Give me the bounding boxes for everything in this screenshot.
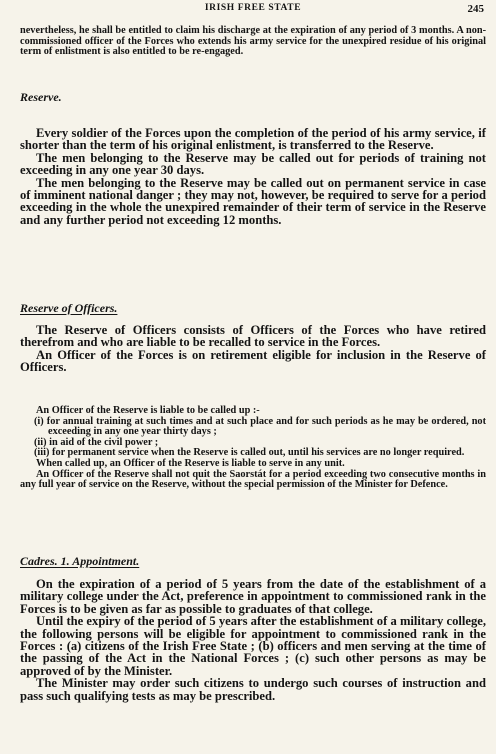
intro-paragraph: nevertheless, he shall be entitled to claim his discharge at the expiration of any period of 3 months. A non-commissioned officer of the Forces who extends his army service for the unexpired residue of his original term of enlistment is also entitled to be re-engaged.	[20, 25, 486, 58]
liability-list	[34, 417, 486, 459]
reserve-section	[20, 91, 486, 104]
reserve-of-officers-paragraph: An Officer of the Forces is on retirement eligible for inclusion in the Reserve of Officers.	[20, 347, 486, 375]
reserve-of-officers-text	[20, 324, 486, 374]
page-header	[18, 3, 488, 19]
cadres-paragraph: The Minister may order such citizens to undergo such courses of instruction and pass such qualifying tests as may be prescribed.	[20, 676, 486, 703]
liability-intro: An Officer of the Reserve is liable to be called up :-	[36, 405, 260, 416]
reserve-paragraph: The men belonging to the Reserve may be called out on permanent service in case of imminent national danger ; they may not, however, be required to serve for a period exceeding in the whole the unexpired remainder of their term of service in the Reserve and any further period not exceeding 12 months.	[20, 175, 486, 227]
liability-item: (i) for annual training at such times and at such place and for such periods as he may be ordered, not exceeding in any one year thirty days ;	[34, 415, 486, 438]
officer-liability	[20, 406, 486, 491]
reserve-paragraph: Every soldier of the Forces upon the completion of the period of his army service, if shorter than the term of his original enlistment, is transferred to the Reserve.	[20, 126, 486, 153]
page-number: 245	[467, 3, 484, 15]
reserve-paragraph: The men belonging to the Reserve may be called out for periods of training not exceeding in any one year 30 days.	[20, 150, 486, 178]
section-heading-cadres: Cadres. 1. Appointment.	[20, 554, 140, 568]
section-heading-reserve-of-officers: Reserve of Officers.	[20, 301, 118, 315]
liability-item: (ii) in aid of the civil power ;	[34, 436, 159, 448]
officer-paragraph: An Officer of the Reserve shall not quit the Saorstát for a period exceeding two consecutive months in any full year of service on the Reserve, without the special permission of the Minister for Defence.	[20, 468, 486, 491]
running-title: IRISH FREE STATE	[204, 3, 302, 13]
cadres-paragraph: Until the expiry of the period of 5 years after the establishment of a military college, the following persons will be eligible for appointment to commissioned rank in the Forces : (a) citizens of the Irish Free State ; (b) officers and men serving at the time of the passing of the Act in the National Forces ; (c) such other persons as may be approved of by the Minister.	[20, 614, 486, 678]
reserve-of-officers-paragraph: The Reserve of Officers consists of Officers of the Forces who have retired therefrom and who are liable to be recalled to service in the Forces.	[20, 323, 486, 350]
cadres-text	[20, 578, 486, 702]
section-heading-reserve: Reserve.	[20, 90, 62, 104]
cadres-section	[20, 555, 486, 568]
reserve-of-officers-section	[20, 302, 486, 315]
cadres-paragraph: On the expiration of a period of 5 years from the date of the establishment of a military college under the Act, preference in appointment to commissioned rank in the Forces is to be given as far as possible to graduates of that college.	[20, 577, 486, 616]
intro-section	[20, 26, 486, 58]
liability-item: (iii) for permanent service when the Reserve is called out, until his services are no longer required.	[34, 447, 465, 459]
officer-paragraph: When called up, an Officer of the Reserve is liable to serve in any unit.	[36, 457, 345, 469]
reserve-text	[20, 127, 486, 226]
